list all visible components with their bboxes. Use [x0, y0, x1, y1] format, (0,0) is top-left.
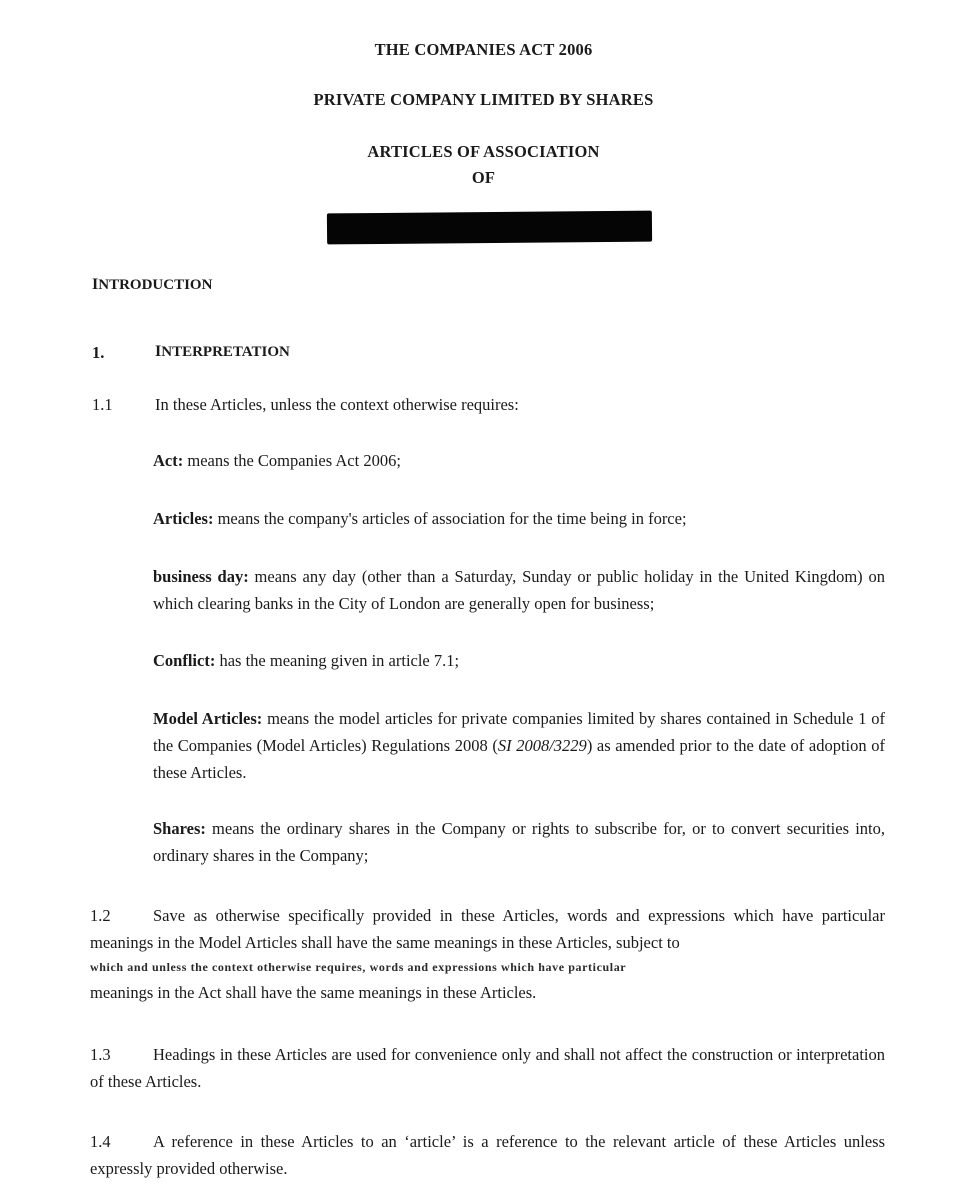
clause-1-3-number: 1.3 [90, 1045, 111, 1064]
clause-1-1-text: In these Articles, unless the context otherwise requires: [155, 395, 519, 414]
company-type-heading: PRIVATE COMPANY LIMITED BY SHARES [313, 90, 654, 109]
clause-1-2-last-line: meanings in the Act shall have the same meanings in these Articles. [90, 983, 537, 1002]
definition-conflict: Conflict: has the meaning given in article 7.1; [153, 651, 460, 670]
document-title-of: OF [471, 168, 496, 187]
clause-1-4: 1.4 A reference in these Articles to an ‘article’ is a reference to the relevant article of these Articles unless expressly provided otherwise. [90, 1128, 885, 1182]
definition-articles: Articles: means the company's articles of association for the time being in force; [153, 509, 687, 528]
section-1-title: INTERPRETATION [155, 343, 290, 360]
definition-shares: Shares: means the ordinary shares in the Company or rights to subscribe for, or to convert securities into, ordinary shares in the Company; [153, 819, 885, 865]
document-title: ARTICLES OF ASSOCIATION [367, 142, 600, 161]
clause-1-2-number: 1.2 [90, 906, 111, 925]
act-heading: THE COMPANIES ACT 2006 [374, 40, 593, 59]
clause-1-3: 1.3 Headings in these Articles are used for convenience only and shall not affect the construction or interpretation of these Articles. [90, 1041, 885, 1095]
introduction-heading: INTRODUCTION [92, 276, 213, 293]
clause-1-1-number: 1.1 [92, 395, 113, 414]
definition-business-day: business day: means any day (other than a Saturday, Sunday or public holiday in the United Kingdom) on which clearing banks in the City of London are generally open for business; [153, 567, 886, 613]
section-1-number: 1. [92, 343, 105, 362]
definition-act: Act: means the Companies Act 2006; [153, 451, 401, 470]
clause-1-4-number: 1.4 [90, 1132, 111, 1151]
definition-model-articles: Model Articles: means the model articles for private companies limited by shares contained in Schedule 1 of the Companies (Model Articles) Regulations 2008 (SI 2008/3229) as amended prior to the date of adoption of these Articles. [153, 709, 885, 782]
redacted-company-name [327, 211, 652, 245]
clause-1-2: 1.2 Save as otherwise specifically provided in these Articles, words and expressions which have particular meanings in the Model Articles shall have the same meanings in these Articles, subject to [90, 902, 885, 956]
clause-1-2-small-line: which and unless the context otherwise requires, words and expressions which have particular [90, 960, 627, 974]
